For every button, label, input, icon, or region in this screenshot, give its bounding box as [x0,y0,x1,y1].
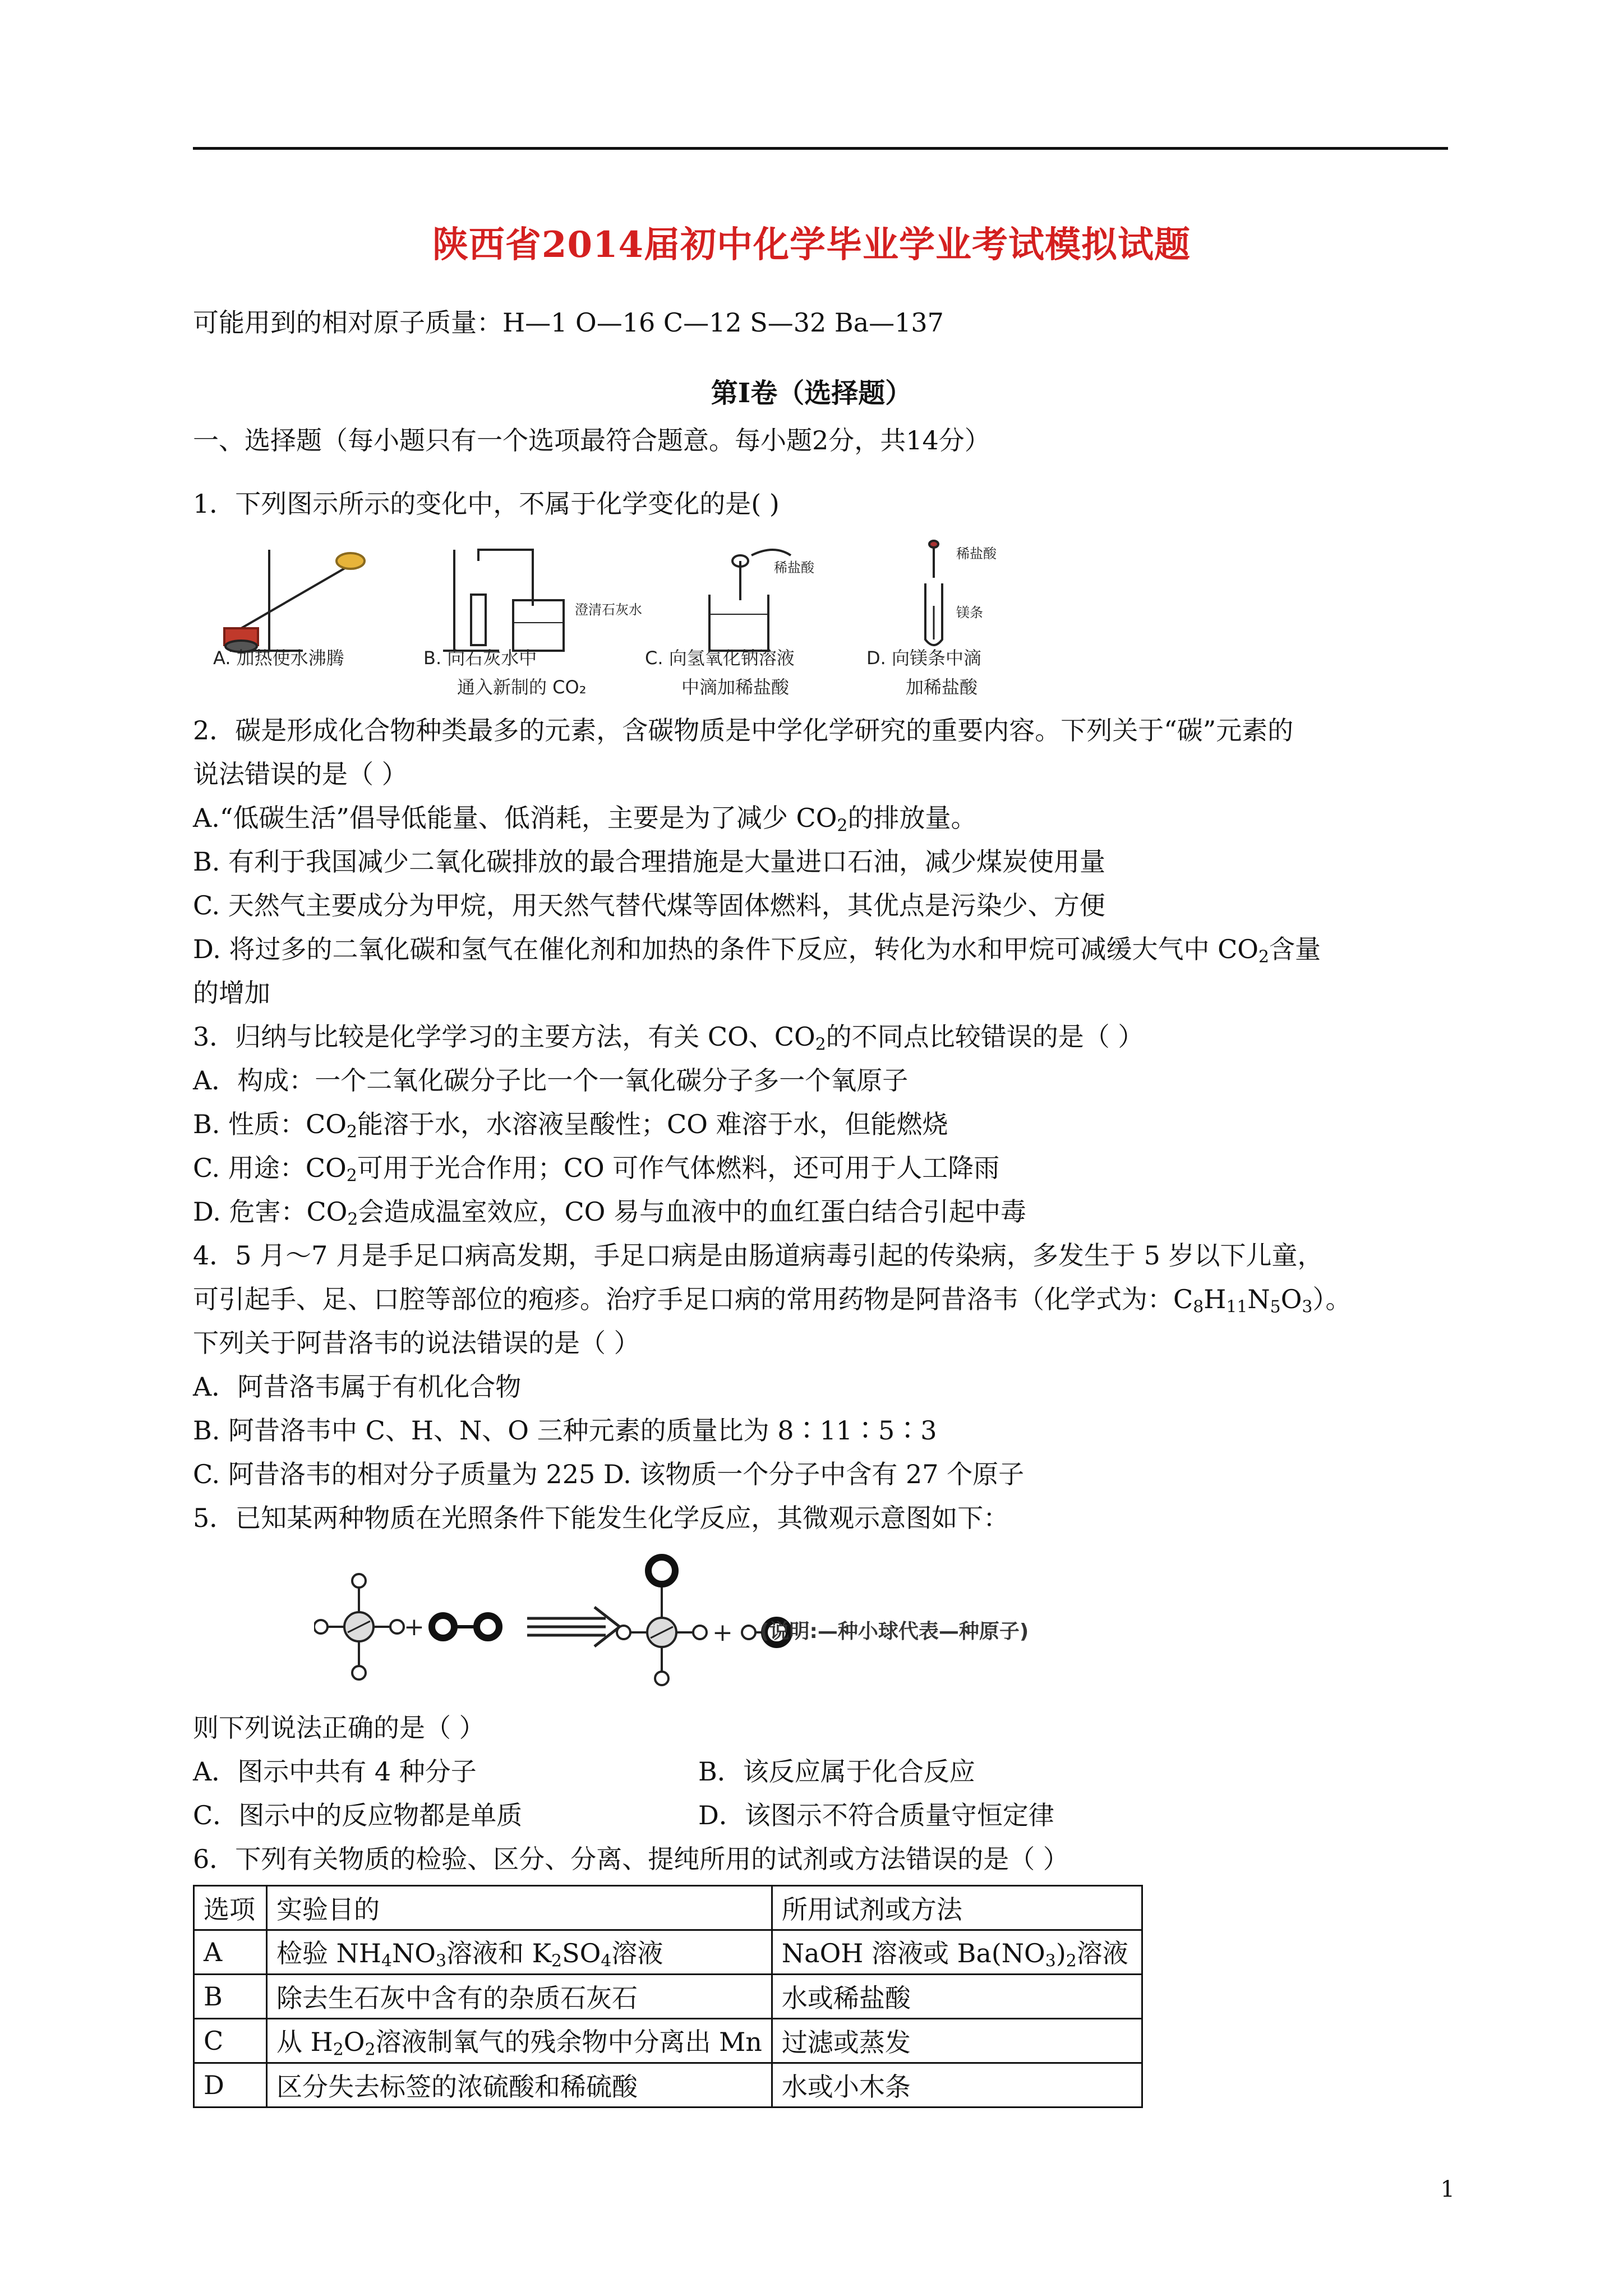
row-option: D [194,2063,267,2108]
table-row [194,1975,1142,2019]
volume-title: 第Ⅰ卷（选择题） [711,378,912,409]
q3-option-b: B. 性质：$CO_2$能溶于水，水溶液呈酸性；CO 难溶于水，但能燃烧 [193,1109,948,1142]
q3-option-a: A．构成：一个二氧化碳分子比一个一氧化碳分子多一个氧原子 [193,1065,909,1096]
q6-stem: 6．下列有关物质的检验、区分、分离、提纯所用的试剂或方法错误的是（ ） [193,1844,1069,1874]
table-row [194,1930,1142,1975]
q6-table [193,1885,1143,2108]
apparatus-b [443,550,564,651]
q4-option-cd: C. 阿昔洛韦的相对分子质量为 225 D. 该物质一个分子中含有 27 个原子 [193,1459,1025,1489]
methane-molecule [314,1574,404,1680]
chlorine-molecule [432,1616,499,1638]
reaction-arrow [527,1607,620,1646]
q2-option-b: B. 有利于我国减少二氧化碳排放的最合理措施是大量进口石油，减少煤炭使用量 [193,846,1106,877]
row-purpose: 区分失去标签的浓硫酸和稀硫酸 [267,2063,772,2108]
q1-caption-b1: B. 向石灰水中 [423,647,537,669]
product-molecule [617,1557,707,1685]
apparatus-d [925,541,942,645]
q5-option-a: A．图示中共有 4 种分子 [193,1756,477,1787]
header-option: 选项 [194,1886,267,1930]
q2-option-a: A.“低碳生活”倡导低能量、低消耗，主要是为了减少 $CO_2$的排放量。 [193,803,977,836]
q2-stem-2: 说法错误的是（ ） [193,759,408,789]
q2-stem-1: 2．碳是形成化合物种类最多的元素，含碳物质是中学化学研究的重要内容。下列关于“碳”元素的 [193,715,1294,746]
q1-caption-d1: D. 向镁条中滴 [866,647,981,669]
row-option: A [194,1930,267,1975]
q3-stem: 3．归纳与比较是化学学习的主要方法，有关 CO、$CO_2$的不同点比较错误的是（ ） [193,1022,1144,1055]
q4-stem-2: 可引起手、足、口腔等部位的疱疹。治疗手足口病的常用药物是阿昔洛韦（化学式为：$C_8H_{11}N_5O_3$）。 [193,1284,1352,1317]
b-label: 澄清石灰水 [575,602,642,618]
atomic-masses: 可能用到的相对原子质量：H—1 O—16 C—12 S—32 Ba—137 [193,307,944,338]
q4-stem-3: 下列关于阿昔洛韦的说法错误的是（ ） [193,1328,640,1358]
row-method: 水或稀盐酸 [772,1975,1142,2019]
header-purpose: 实验目的 [267,1886,772,1930]
q3-option-d: D. 危害：$CO_2$会造成温室效应，CO 易与血液中的血红蛋白结合引起中毒 [193,1197,1026,1230]
q5-option-d: D．该图示不符合质量守恒定律 [698,1800,1054,1830]
header-rule [193,147,1448,150]
table-header-row [194,1886,1142,1930]
q4-stem-1: 4．5 月～7 月是手足口病高发期，手足口病是由肠道病毒引起的传染病，多发生于 5 岁以下儿童， [193,1240,1324,1271]
q1-caption-d2: 加稀盐酸 [906,677,978,698]
q5-option-b: B．该反应属于化合反应 [698,1756,975,1787]
q2-option-c: C. 天然气主要成分为甲烷，用天然气替代煤等固体燃料，其优点是污染少、方便 [193,890,1105,921]
q3-option-c: C. 用途：$CO_2$可用于光合作用；CO 可作气体燃料，还可用于人工降雨 [193,1153,1000,1186]
row-method: NaOH 溶液或 $Ba(NO_3)_2$溶液 [772,1930,1142,1975]
q1-stem: 1．下列图示所示的变化中，不属于化学变化的是( ) [193,489,780,519]
d-label1: 稀盐酸 [956,546,997,562]
plus-1: + [404,1613,425,1641]
q4-option-b: B. 阿昔洛韦中 C、H、N、O 三种元素的质量比为 8∶11∶5∶3 [193,1415,937,1446]
row-method: 过滤或蒸发 [772,2019,1142,2063]
q5-note: (说明:—种小球代表—种原子) [760,1620,1029,1643]
plus-2: + [712,1618,733,1647]
row-purpose: 从 $H_2O_2$溶液制氧气的残余物中分离出 Mn [267,2019,772,2063]
apparatus-a [224,550,365,652]
page-title: 陕西省2014届初中化学毕业学业考试模拟试题 [432,224,1191,266]
q5-ask: 则下列说法正确的是（ ） [193,1713,485,1743]
row-purpose: 检验 $NH_4NO_3$溶液和 $K_2SO_4$溶液 [267,1930,772,1975]
q4-option-a: A．阿昔洛韦属于有机化合物 [193,1372,522,1402]
q5-stem: 5．已知某两种物质在光照条件下能发生化学反应，其微观示意图如下： [193,1503,1009,1533]
row-purpose: 除去生石灰中含有的杂质石灰石 [267,1975,772,2019]
q1-caption-b2: 通入新制的 CO₂ [457,677,587,698]
d-label2: 镁条 [956,605,983,620]
row-option: B [194,1975,267,2019]
q1-caption-c2: 中滴加稀盐酸 [681,677,790,698]
table-row [194,2019,1142,2063]
q5-option-c: C．图示中的反应物都是单质 [193,1800,523,1830]
table-row [194,2063,1142,2108]
header-method: 所用试剂或方法 [772,1886,1142,1930]
q1-caption-a: A. 加热使水沸腾 [213,647,344,669]
q1-caption-c1: C. 向氢氧化钠溶液 [645,647,795,669]
row-option: C [194,2019,267,2063]
c-label: 稀盐酸 [774,560,814,576]
row-method: 水或小木条 [772,2063,1142,2108]
q2-option-d-cont: 的增加 [193,978,270,1008]
q2-option-d: D. 将过多的二氧化碳和氢气在催化剂和加热的条件下反应，转化为水和甲烷可减缓大气中 $CO_2$含量 [193,934,1321,967]
section-heading: 一、选择题（每小题只有一个选项最符合题意。每小题2分，共14分） [193,425,990,455]
page-number: 1 [1440,2177,1455,2202]
